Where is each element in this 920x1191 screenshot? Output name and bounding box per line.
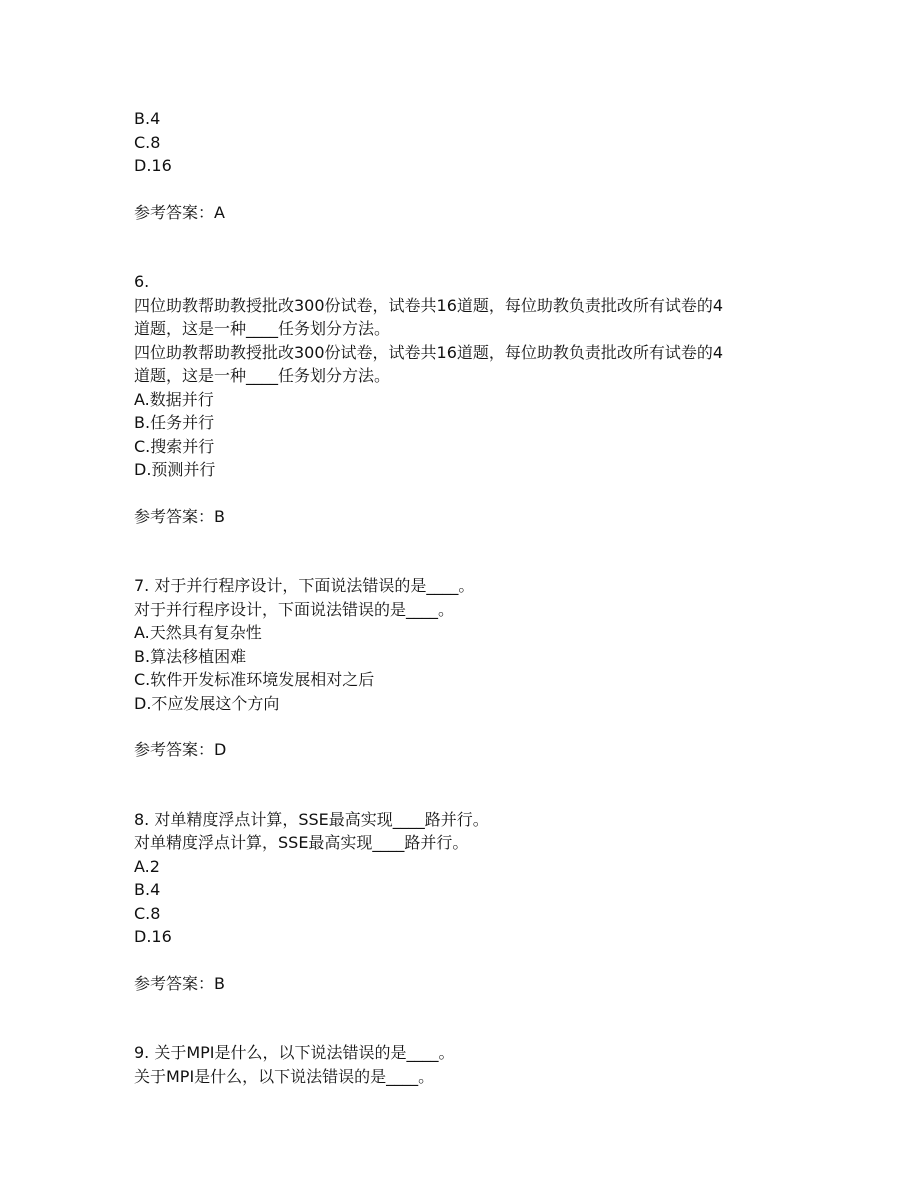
question-text: 道题，这是一种____任务划分方法。 bbox=[134, 319, 391, 338]
option-a: A.天然具有复杂性 bbox=[134, 623, 262, 642]
option-d: D.16 bbox=[134, 927, 172, 946]
answer-line: 参考答案：A bbox=[134, 202, 225, 222]
question-text: 9. 关于MPI是什么，以下说法错误的是____。 bbox=[134, 1043, 455, 1062]
option-d: D.不应发展这个方向 bbox=[134, 693, 280, 713]
question-text: 7. 对于并行程序设计，下面说法错误的是____。 bbox=[134, 576, 475, 595]
option-c: C.软件开发标准环境发展相对之后 bbox=[134, 670, 375, 689]
option-b: B.4 bbox=[134, 109, 161, 128]
question-text: 四位助教帮助教授批改300份试卷，试卷共16道题，每位助教负责批改所有试卷的4 bbox=[134, 295, 724, 315]
document-page bbox=[134, 107, 834, 1088]
question-number: 6. bbox=[134, 272, 150, 291]
option-a: A.2 bbox=[134, 856, 160, 876]
question-block-6 bbox=[134, 270, 834, 528]
question-block-7 bbox=[134, 574, 834, 762]
question-block-8 bbox=[134, 808, 834, 996]
question-block-9 bbox=[134, 1041, 834, 1088]
option-a: A.数据并行 bbox=[134, 389, 214, 409]
question-text-repeat: 四位助教帮助教授批改300份试卷，试卷共16道题，每位助教负责批改所有试卷的4 bbox=[134, 342, 724, 362]
question-text-repeat: 关于MPI是什么，以下说法错误的是____。 bbox=[134, 1066, 435, 1086]
option-b: B.4 bbox=[134, 880, 161, 899]
answer-line: 参考答案：B bbox=[134, 506, 225, 526]
option-b: B.算法移植困难 bbox=[134, 646, 247, 666]
option-b: B.任务并行 bbox=[134, 413, 215, 432]
option-d: D.16 bbox=[134, 156, 172, 175]
question-text-repeat: 对于并行程序设计，下面说法错误的是____。 bbox=[134, 599, 455, 619]
question-text-repeat: 道题，这是一种____任务划分方法。 bbox=[134, 366, 391, 385]
option-d: D.预测并行 bbox=[134, 460, 216, 479]
option-c: C.8 bbox=[134, 132, 161, 152]
question-block-5 bbox=[134, 107, 834, 224]
option-c: C.搜索并行 bbox=[134, 436, 215, 456]
option-c: C.8 bbox=[134, 903, 161, 923]
answer-line: 参考答案：D bbox=[134, 740, 227, 759]
question-text: 8. 对单精度浮点计算，SSE最高实现____路并行。 bbox=[134, 809, 489, 829]
answer-line: 参考答案：B bbox=[134, 973, 225, 993]
question-text-repeat: 对单精度浮点计算，SSE最高实现____路并行。 bbox=[134, 833, 469, 852]
